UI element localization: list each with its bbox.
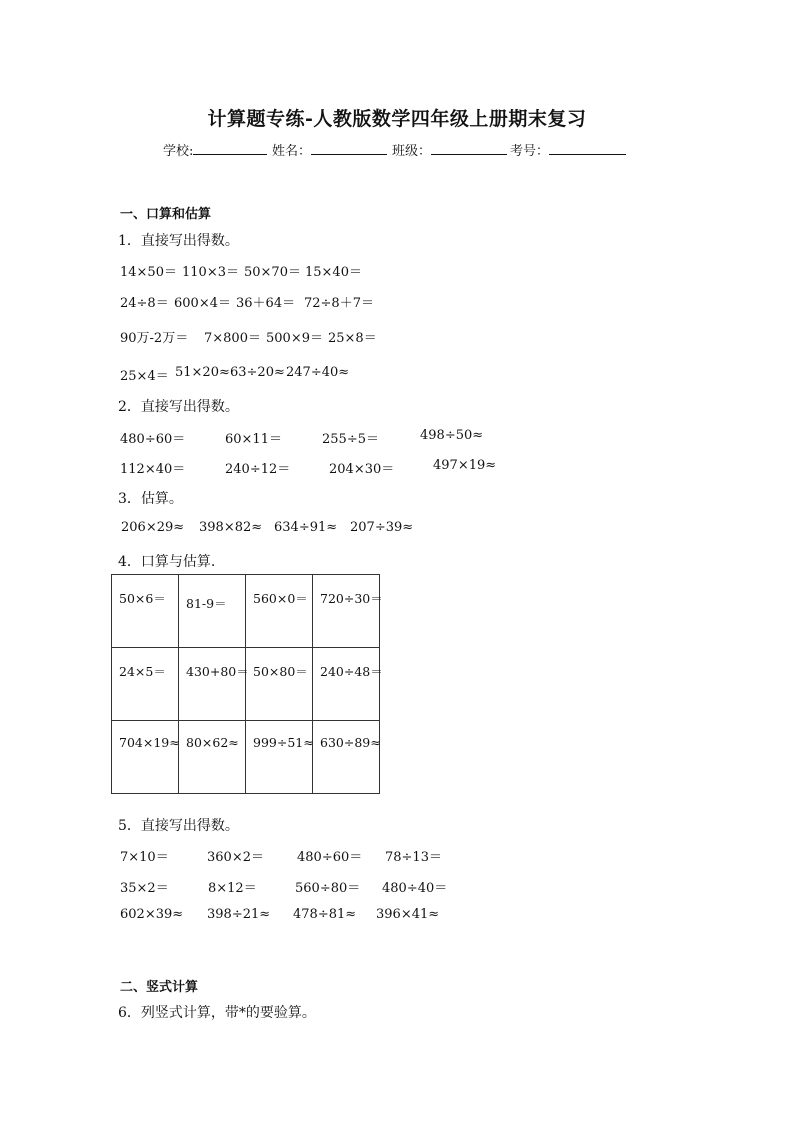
problem: 50×70＝ <box>244 265 301 280</box>
problem: 90万-2万＝ <box>120 331 189 346</box>
school-field <box>163 140 267 159</box>
grid-cell <box>246 721 313 794</box>
problem: 398÷21≈ <box>207 907 271 922</box>
question-prompt: 3．估算。 <box>118 491 183 507</box>
grid-cell <box>313 721 380 794</box>
problem: 51×20≈ <box>175 365 230 380</box>
problem: 498÷50≈ <box>420 428 484 443</box>
problem: 602×39≈ <box>120 907 184 922</box>
problem: 7×800＝ <box>204 331 261 346</box>
exam-no-field <box>510 140 626 159</box>
problem: 72÷8＋7＝ <box>304 296 374 311</box>
grid-cell <box>313 575 383 648</box>
grid-cell <box>179 721 246 794</box>
calc-grid <box>111 574 383 794</box>
question-prompt: 2．直接写出得数。 <box>118 399 239 415</box>
problem: 560÷80＝ <box>295 881 361 896</box>
problem: 24×5＝ <box>119 664 166 679</box>
problem: 50×80＝ <box>253 664 308 679</box>
class-field <box>392 140 507 159</box>
class-label: 班级： <box>392 144 432 159</box>
problem: 360×2＝ <box>207 850 264 865</box>
problem: 480÷40＝ <box>382 881 448 896</box>
problem: 78÷13＝ <box>385 850 442 865</box>
problem: 206×29≈ <box>121 520 185 535</box>
problem: 630÷89≈ <box>320 735 381 750</box>
grid-row <box>112 648 380 721</box>
school-label: 学校: <box>163 144 194 159</box>
class-blank[interactable] <box>431 141 507 155</box>
problem: 35×2＝ <box>120 881 169 896</box>
grid-cell <box>246 648 313 721</box>
problem: 600×4＝ <box>174 296 231 311</box>
grid-row <box>112 575 380 648</box>
problem: 15×40＝ <box>305 265 362 280</box>
problem: 720÷30＝ <box>320 591 383 606</box>
grid-cell <box>112 575 179 648</box>
problem: 497×19≈ <box>433 458 497 473</box>
problem: 430+80＝ <box>186 664 249 679</box>
problem: 14×50＝ <box>120 265 177 280</box>
problem: 8×12＝ <box>208 881 257 896</box>
problem: 60×11＝ <box>225 432 282 447</box>
problem: 80×62≈ <box>186 735 239 750</box>
grid-cell <box>179 575 246 648</box>
problem: 560×0＝ <box>253 591 308 606</box>
problem: 110×3＝ <box>182 265 239 280</box>
section-heading: 一、口算和估算 <box>120 207 212 222</box>
question-prompt: 1．直接写出得数。 <box>118 233 239 249</box>
question-prompt: 4．口算与估算. <box>118 554 216 570</box>
problem: 480÷60＝ <box>297 850 363 865</box>
grid-row <box>112 721 380 794</box>
problem: 704×19≈ <box>119 735 180 750</box>
exam-no-label: 考号： <box>510 144 550 159</box>
problem: 63÷20≈ <box>230 365 285 380</box>
problem: 634÷91≈ <box>274 520 338 535</box>
problem: 25×8＝ <box>328 331 377 346</box>
grid-cell <box>179 648 249 721</box>
problem: 112×40＝ <box>120 462 186 477</box>
problem: 478÷81≈ <box>293 907 357 922</box>
problem: 240÷48＝ <box>320 664 383 679</box>
problem: 25×4＝ <box>120 369 169 384</box>
problem: 500×9＝ <box>266 331 323 346</box>
problem: 36＋64＝ <box>236 296 296 311</box>
name-blank[interactable] <box>311 141 387 155</box>
problem: 81-9＝ <box>186 596 227 611</box>
problem: 50×6＝ <box>119 591 166 606</box>
problem: 24÷8＝ <box>120 296 169 311</box>
problem: 7×10＝ <box>120 850 169 865</box>
problem: 398×82≈ <box>199 520 263 535</box>
section-heading: 二、竖式计算 <box>120 980 199 995</box>
page-title: 计算题专练-人教版数学四年级上册期末复习 <box>207 108 587 130</box>
problem: 255÷5＝ <box>322 432 379 447</box>
school-blank[interactable] <box>193 141 267 155</box>
problem: 480÷60＝ <box>120 432 186 447</box>
grid-cell <box>112 721 179 794</box>
name-label: 姓名： <box>272 144 312 159</box>
grid-cell <box>112 648 179 721</box>
question-prompt: 6．列竖式计算，带*的要验算。 <box>118 1005 316 1021</box>
problem: 999÷51≈ <box>253 735 314 750</box>
problem: 240÷12＝ <box>225 462 291 477</box>
name-field <box>272 140 387 159</box>
question-prompt: 5．直接写出得数。 <box>118 818 239 834</box>
grid-cell <box>246 575 313 648</box>
problem: 247÷40≈ <box>286 365 350 380</box>
problem: 396×41≈ <box>376 907 440 922</box>
grid-cell <box>313 648 383 721</box>
problem: 204×30＝ <box>329 462 395 477</box>
problem: 207÷39≈ <box>350 520 414 535</box>
exam-no-blank[interactable] <box>549 141 626 155</box>
